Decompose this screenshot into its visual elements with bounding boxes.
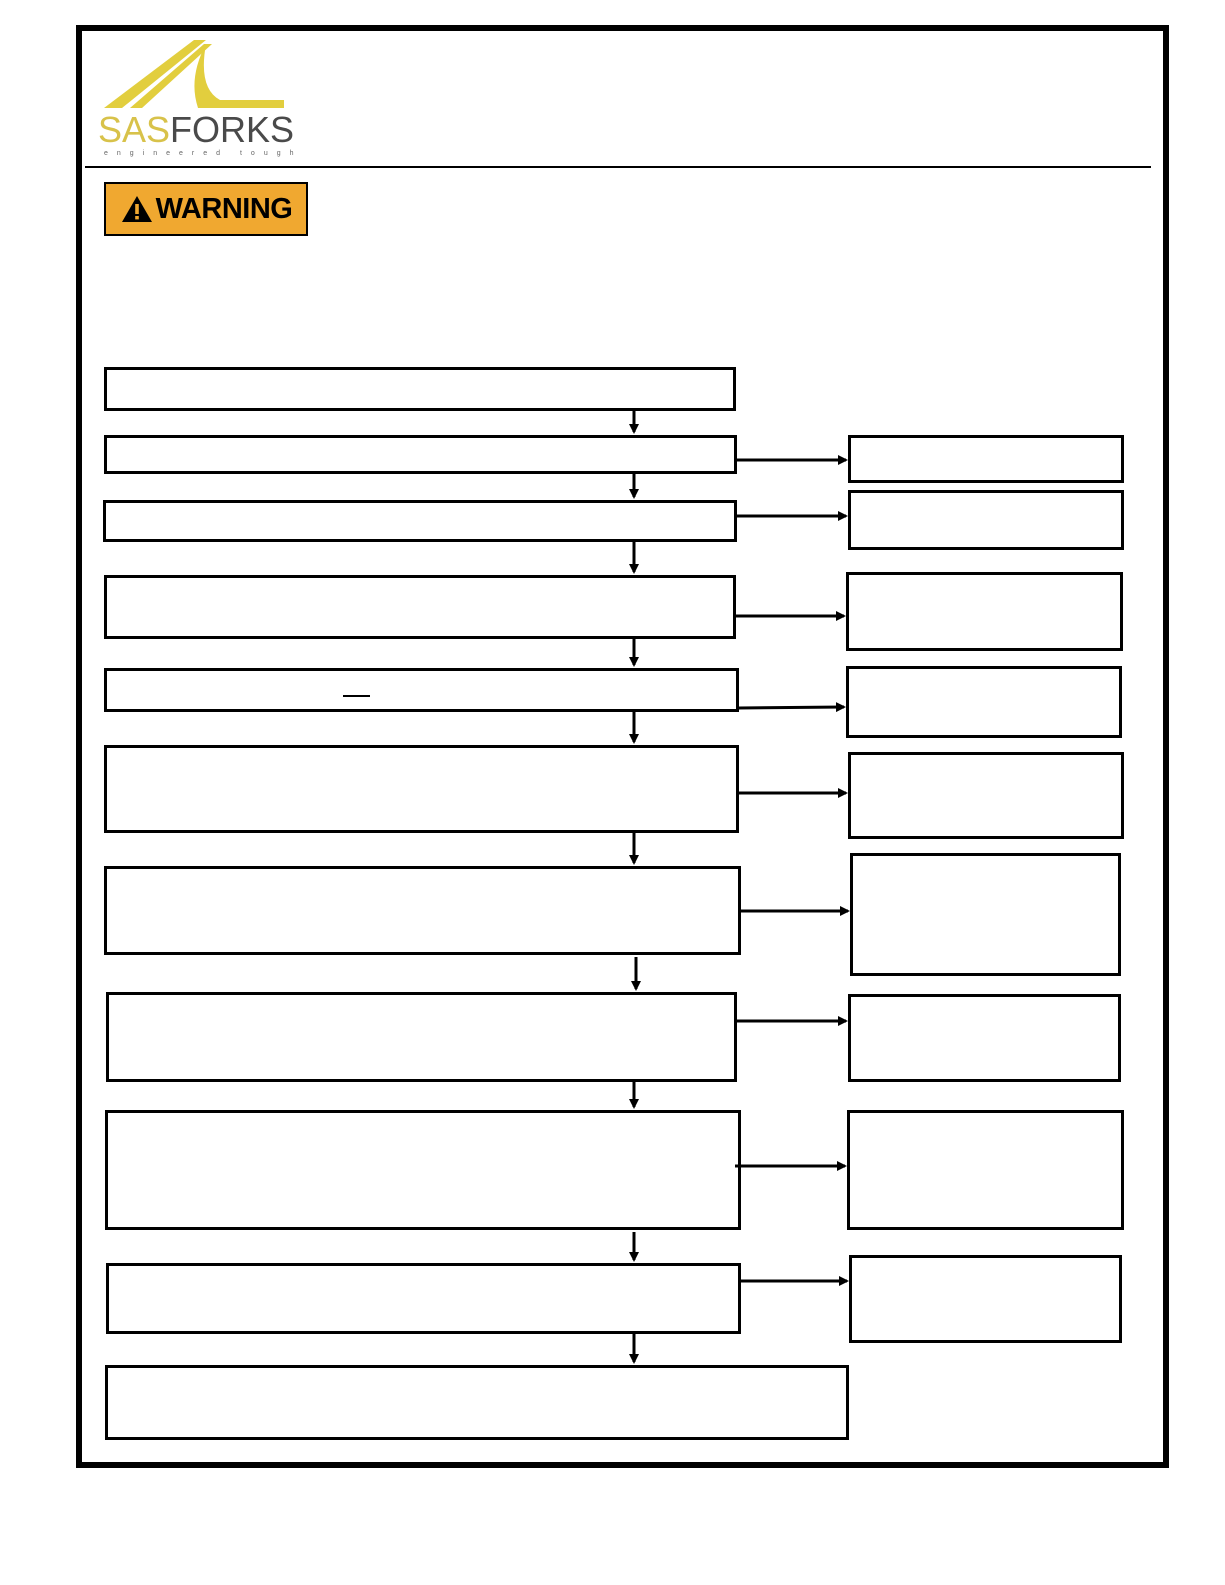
logo-brand-secondary: FORKS [170, 109, 295, 150]
logo-brand-primary: SAS [98, 109, 171, 150]
logo-tagline: engineered tough [104, 150, 303, 157]
warning-label: WARNING [155, 192, 293, 225]
side-arrow-4 [739, 707, 844, 708]
